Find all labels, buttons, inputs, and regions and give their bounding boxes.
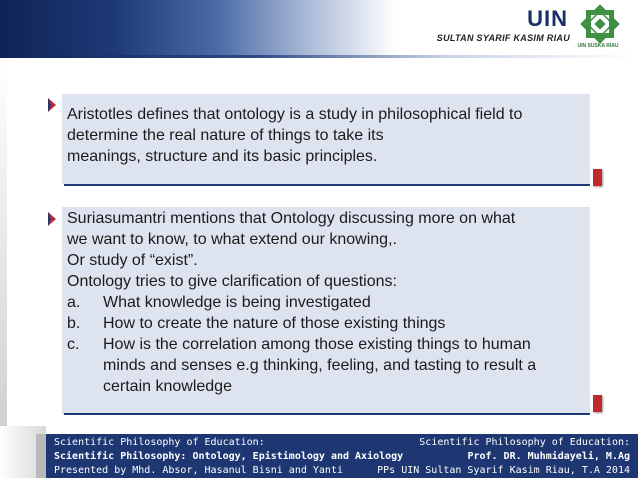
list-item-text: minds and senses e.g thinking, feeling, and tasting to result a [103,357,537,374]
footer-bar [46,434,638,478]
university-title: UIN [527,6,568,31]
footer-right-line: Prof. DR. Muhmidayeli, M.Ag [467,451,630,462]
university-subtitle: SULTAN SYARIF KASIM RIAU [436,33,570,43]
footer-left [54,436,403,478]
header-rule [0,55,638,58]
list-marker: c. [67,336,80,353]
box2-underline [64,413,590,415]
red-accent-marker [593,169,602,186]
list-item-text: How is the correlation among those existing things to human [103,336,531,353]
footer-left-line: Scientific Philosophy: Ontology, Epistimology and Axiology [54,451,404,462]
text-line: Or study of “exist”. [67,252,198,269]
footer-right-line: Scientific Philosophy of Education: [419,437,630,448]
left-edge-band [0,58,7,436]
arrow-bullet-icon [47,97,57,113]
list-item-b [67,313,586,334]
footer-edge-shadow [36,434,46,478]
text-line: determine the real nature of things to take its [67,127,384,144]
text-line: Ontology tries to give clarification of questions: [67,273,397,290]
box2-text [67,208,586,397]
footer-right-line: PPs UIN Sultan Syarif Kasim Riau, T.A 2014 [377,465,630,476]
list-marker: b. [67,315,81,332]
arrow-bullet-icon [47,211,57,227]
list-marker: a. [67,294,81,311]
footer-left-line: Scientific Philosophy of Education: [54,437,265,448]
footer-left-line: Presented by Mhd. Absor, Hasanul Bisni and Yanti [54,465,343,476]
box1-underline [64,184,590,186]
list-item-text: What knowledge is being investigated [103,294,371,311]
text-line: we want to know, to what extend our knowing,. [67,231,397,248]
text-line: Suriasumantri mentions that Ontology discussing more on what [67,210,516,227]
list-item-text: certain knowledge [103,378,232,395]
footer-right [377,436,630,478]
definition-box-aristotle [62,94,590,184]
red-accent-marker [593,395,602,412]
box1-text [67,104,586,167]
list-item-text: How to create the nature of those existing things [103,315,446,332]
logo-caption: UIN SUSKA RIAU [577,43,619,49]
list-item-c [67,334,586,397]
text-line: Aristotles defines that ontology is a study in philosophical field to [67,106,523,123]
definition-box-suriasumantri [62,207,590,415]
list-item-a [67,292,586,313]
text-line: meanings, structure and its basic principles. [67,148,378,165]
